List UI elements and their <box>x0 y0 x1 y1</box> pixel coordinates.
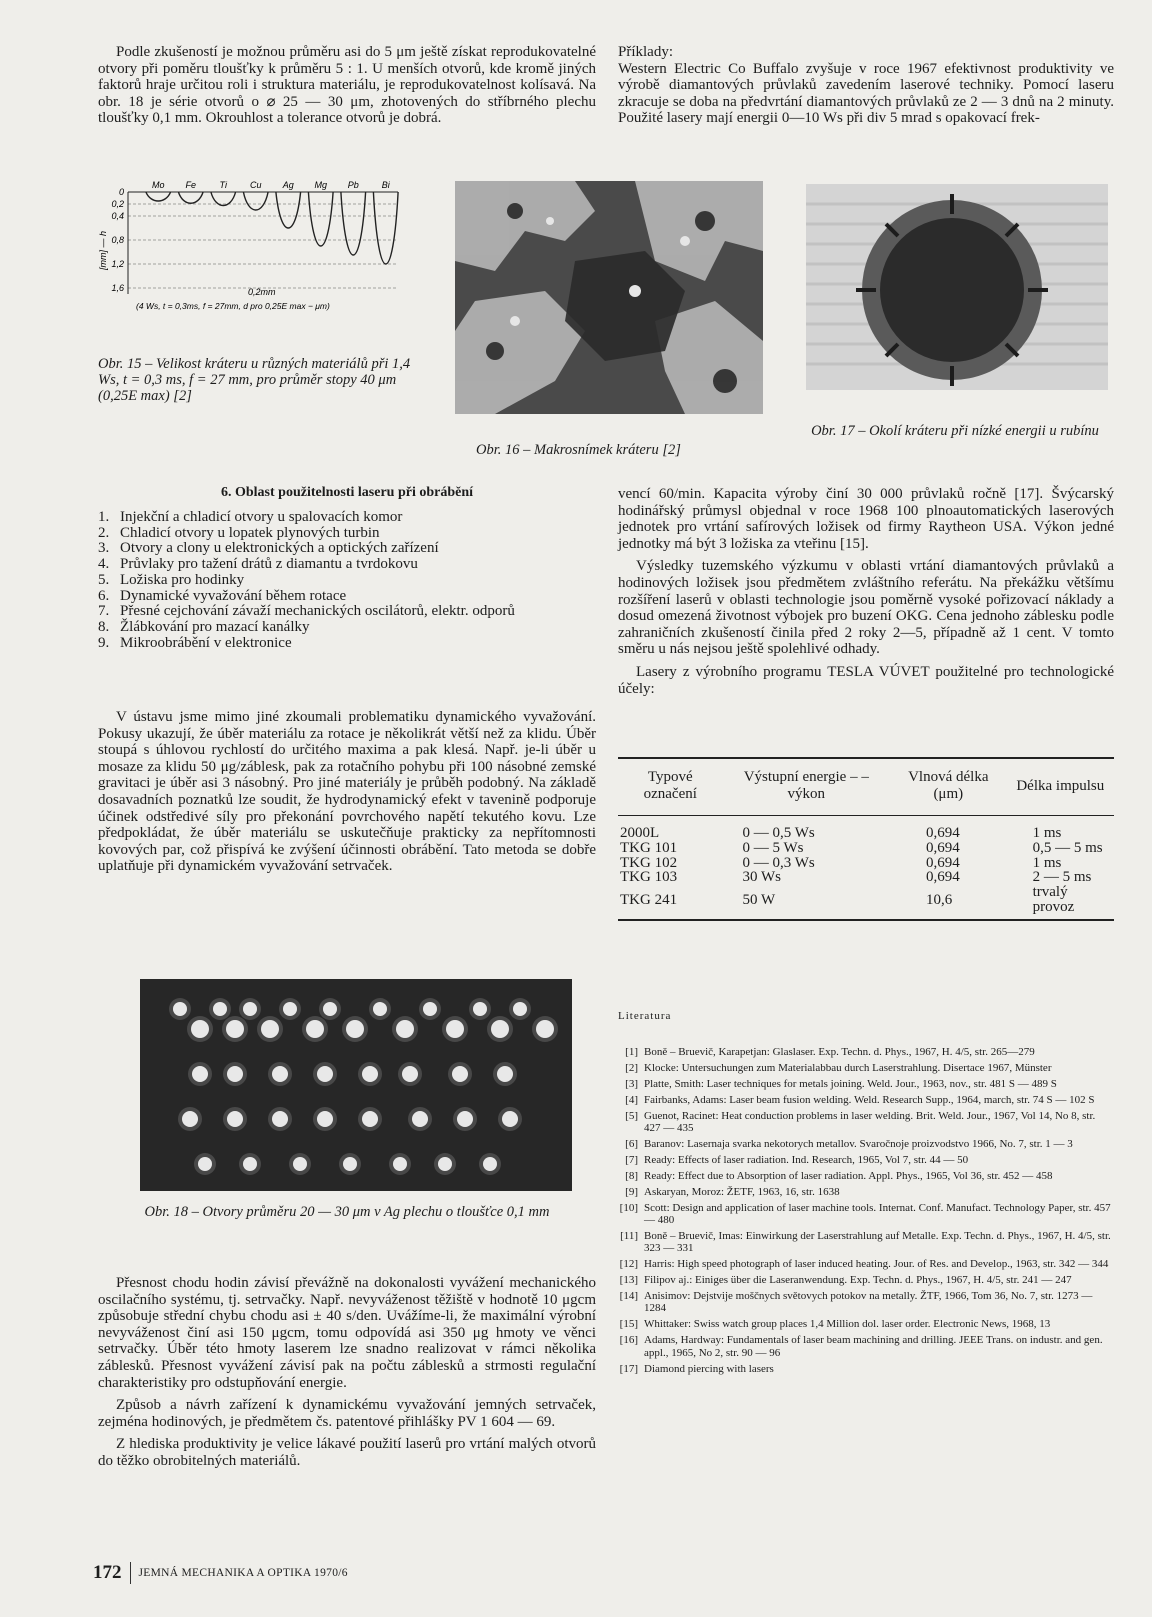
reference-item <box>612 1154 1112 1166</box>
reference-text: Whittaker: Swiss watch group places 1,4 Million dol. laser order. Electronic News, 1968, 13 <box>644 1318 1051 1331</box>
tick-label: 0,8 <box>111 235 124 245</box>
reference-item <box>612 1046 1112 1058</box>
hole <box>457 1111 473 1127</box>
literature-heading: Literatura <box>618 1010 672 1022</box>
tick-label: 1,2 <box>111 259 124 269</box>
reference-item <box>612 1170 1112 1182</box>
reference-text: Filipov aj.: Einiges über die Laseranwendung. Exp. Techn. d. Phys., 1967, H. 4/5, str. 241 — 247 <box>644 1274 1072 1287</box>
reference-text: Fairbanks, Adams: Laser beam fusion welding. Weld. Research Supp., 1964, march, str. 74 S — 102 S <box>644 1093 1095 1106</box>
hole <box>343 1157 357 1171</box>
metal-label: Fe <box>185 180 197 190</box>
reference-item <box>612 1318 1112 1330</box>
reference-item <box>612 1274 1112 1286</box>
reference-number: [7] <box>625 1153 638 1166</box>
hole <box>243 1002 257 1016</box>
reference-number: [11] <box>620 1229 638 1242</box>
reference-text: Boně – Bruevič, Karapetjan: Glaslaser. Exp. Techn. d. Phys., 1967, H. 4/5, str. 265—279 <box>644 1046 1035 1058</box>
hole <box>402 1066 418 1082</box>
tick-label: 0 <box>118 187 124 197</box>
reference-number: [10] <box>619 1201 638 1214</box>
reference-text: Harris: High speed photograph of laser induced heating. Jour. of Res. and Develop., 1963, str. 342 — 344 <box>644 1258 1109 1271</box>
list-text: Přesné cejchování závaží mechanických oscilátorů, elektr. odporů <box>120 603 515 620</box>
table-cell: TKG 101 <box>620 839 678 856</box>
list-number: 2. <box>98 524 110 541</box>
crater-profile <box>276 192 301 228</box>
hole <box>227 1111 243 1127</box>
hole <box>317 1111 333 1127</box>
table-cell: 2000L <box>620 825 660 841</box>
list-item <box>98 510 596 526</box>
reference-item <box>612 1110 1112 1135</box>
hole <box>362 1066 378 1082</box>
crater-profile <box>373 192 398 264</box>
table-cell: 30 Ws <box>742 869 782 886</box>
figure-16-photo <box>455 181 763 414</box>
list-number: 6. <box>98 587 110 604</box>
right-column-text <box>618 486 1114 697</box>
hole <box>423 1002 437 1016</box>
table-cell: 0 — 5 Ws <box>742 839 804 856</box>
table-cell: 0,5 — 5 ms <box>1032 839 1103 856</box>
hole <box>362 1111 378 1127</box>
table-cell: 2 — 5 ms <box>1032 869 1092 886</box>
reference-text: Askaryan, Moroz: ŽETF, 1963, 16, str. 1638 <box>644 1185 840 1198</box>
hole <box>306 1020 324 1038</box>
paragraph: Přesnost chodu hodin závisí převážně na dokonalosti vyvážení mechanického oscilačního systému, tj. setrvačky. Např. nevyváženost těžiště v hodnotě 10 μgcm způsobuje střední chybu chodu asi ± 40 s/den. Uvážíme-li, že maximální výrobní nevyváženost činí asi 150 μgcm, tomu odpovídá asi 350 μg hmoty ve věnci setrvačky. Úběr této hmoty laserem lze snadno realizovat v rámci několika záblesků. Přesnost vyvážení závisí pak na počtu záblesků a strmosti regulační charakteristiky pro odstupňování energie. <box>98 1275 596 1391</box>
list-text: Injekční a chladicí otvory u spalovacích komor <box>120 509 403 525</box>
reference-number: [3] <box>625 1077 638 1090</box>
application-list <box>98 510 596 651</box>
hole <box>396 1020 414 1038</box>
table-cell: TKG 241 <box>620 891 678 908</box>
hole <box>393 1157 407 1171</box>
tick-label: 0,2 <box>111 199 124 209</box>
reference-number: [14] <box>619 1290 638 1302</box>
dynamic-balancing-paragraph: V ústavu jsme mimo jiné zkoumali problematiku dynamického vyvažování. Pokusy ukazují, že úběr materiálu za rotace je několikrát větší než za klidu. Úběr stoupá s úhlovou rychlostí do určitého maxima a pak klesá. Např. je-li úběr u mosaze za klidu 50 μg/záblesk, pak za rotačního pohybu při 100 násobné zemské gravitaci je úběr asi 3 násobný. Pro jiné materiály je průběh podobný. Na základě dosavadních poznatků lze soudit, že hydrodynamický efekt v tavenině podporuje účinek odstředivé síly pro překonání povrchového napětí tekutého kovu. Lze předpokládat, že úběr materiálu se uskutečňuje prakticky za nepřítomnosti kovových par, což přispívá ke zvýšení účinnosti obrábění. Tato metoda se dobře uplatňuje při dynamickém vyvažování setrvaček. <box>98 709 596 875</box>
reference-number: [8] <box>625 1169 638 1182</box>
hole <box>513 1002 527 1016</box>
hole <box>502 1111 518 1127</box>
reference-text: Anisimov: Dejstvije moščnych světovych potokov na metally. ŽTF, 1966, Tom 36, No. 7, str. 1273 — 1284 <box>644 1290 1093 1315</box>
list-text: Otvory a clony u elektronických a optických zařízení <box>120 540 439 557</box>
paragraph: Způsob a návrh zařízení k dynamickému vyvažování jemných setrvaček, zejména hodinových, je předmětem čs. patentové přihlášky PV 1 604 — 69. <box>98 1397 596 1430</box>
list-text: Ložiska pro hodinky <box>120 571 245 588</box>
figure-15-graph <box>98 178 428 328</box>
figure-16-caption: Obr. 16 – Makrosnímek kráteru [2] <box>476 442 681 458</box>
hole <box>182 1111 198 1127</box>
table-cell: 0,694 <box>925 854 960 871</box>
hole <box>173 1002 187 1016</box>
page-footer <box>93 1562 348 1584</box>
hole <box>373 1002 387 1016</box>
ruby-crater-image <box>806 184 1108 390</box>
reference-number: [13] <box>619 1274 638 1287</box>
hole <box>192 1066 208 1082</box>
table-header: Délka impulsu <box>1016 777 1105 794</box>
list-number: 7. <box>98 603 110 620</box>
list-text: Průvlaky pro tažení drátů z diamantu a tvrdokovu <box>120 556 418 573</box>
scale-label: 0,2mm <box>248 287 276 298</box>
reference-number: [17] <box>619 1362 638 1375</box>
metal-label: Mo <box>151 180 165 190</box>
hole <box>438 1157 452 1171</box>
laser-table <box>618 759 1114 915</box>
hole <box>473 1002 487 1016</box>
table-header: Vlnová délka (μm) <box>908 769 989 802</box>
hole <box>191 1020 209 1038</box>
reference-item <box>612 1202 1112 1227</box>
table-row <box>618 841 1114 856</box>
table-row <box>618 856 1114 871</box>
metal-label: Ag <box>282 180 294 190</box>
reference-number: [15] <box>619 1318 638 1331</box>
reference-text: Baranov: Lasernaja svarka nekotorych metallov. Svaročnoje proizvodstvo 1966, No. 7, str. 1 — 3 <box>644 1137 1073 1150</box>
page-number: 172 <box>93 1562 131 1584</box>
metal-label: Bi <box>381 180 390 190</box>
reference-item <box>612 1062 1112 1074</box>
reference-item <box>612 1334 1112 1359</box>
hole <box>293 1157 307 1171</box>
figure-17-photo <box>806 184 1108 390</box>
table-cell: 1 ms <box>1032 854 1062 871</box>
list-text: Žlábkování pro mazací kanálky <box>120 618 310 635</box>
reference-text: Boně – Bruevič, Imas: Einwirkung der Laserstrahlung auf Metalle. Exp. Techn. d. Phys., 1967, H. 4/5, str. 323 — 331 <box>644 1229 1111 1255</box>
metal-label: Cu <box>249 180 262 190</box>
table-cell: TKG 103 <box>620 869 678 886</box>
hole <box>272 1111 288 1127</box>
table-cell: 0,694 <box>925 869 960 886</box>
figure-15-caption: Obr. 15 – Velikost kráteru u různých materiálů při 1,4 Ws, t = 0,3 ms, f = 27 mm, pro průměr stopy 40 μm (0,25E max) [2] <box>98 356 411 404</box>
table-cell: 1 ms <box>1032 825 1062 841</box>
reference-text: Diamond piercing with lasers <box>644 1362 774 1375</box>
crater-profile <box>211 192 236 206</box>
metal-label: Mg <box>314 180 328 190</box>
paragraph: vencí 60/min. Kapacita výroby činí 30 000 průvlaků ročně [17]. Švýcarský hodinářský průmysl objednal v roce 1968 100 plnoautomatických laserových jednotek pro vrtání safírových ložisek od firmy Raytheon USA. Výkon jedné jednotky má být 3 ložiska za vteřinu [15]. <box>618 486 1114 552</box>
reference-item <box>612 1138 1112 1150</box>
hole <box>317 1066 333 1082</box>
reference-item <box>612 1230 1112 1255</box>
table-header: Výstupní energie – – výkon <box>743 769 869 802</box>
hole <box>346 1020 364 1038</box>
table-row <box>618 816 1114 841</box>
list-item <box>98 604 596 620</box>
y-axis-label: [mm] — h <box>98 230 108 270</box>
paragraph: Lasery z výrobního programu TESLA VÚVET použitelné pro technologické účely: <box>618 663 1114 697</box>
journal-name: JEMNÁ MECHANIKA A OPTIKA 1970/6 <box>138 1567 348 1579</box>
reference-text: Ready: Effect due to Absorption of laser radiation. Appl. Phys., 1965, Vol 36, str. 452 — 458 <box>644 1169 1053 1182</box>
reference-number: [12] <box>619 1258 638 1271</box>
reference-text: Platte, Smith: Laser techniques for metals joining. Weld. Jour., 1963, nov., str. 481 S — 489 S <box>644 1077 1057 1090</box>
hole <box>261 1020 279 1038</box>
reference-text: Klocke: Untersuchungen zum Materialabbau durch Laserstrahlung. Disertace 1967, Münster <box>644 1061 1052 1074</box>
watch-precision-text <box>98 1275 596 1470</box>
hole <box>198 1157 212 1171</box>
list-text: Chladicí otvory u lopatek plynových turbin <box>120 524 380 541</box>
crater-profile <box>243 192 268 210</box>
reference-item <box>612 1078 1112 1090</box>
reference-number: [6] <box>625 1137 638 1150</box>
metal-label: Pb <box>347 180 359 190</box>
hole <box>497 1066 513 1082</box>
crater-profile <box>178 192 203 203</box>
crater-macro-image <box>455 181 763 414</box>
reference-number: [2] <box>625 1061 638 1074</box>
examples-block <box>618 44 1114 127</box>
hole <box>452 1066 468 1082</box>
hole <box>483 1157 497 1171</box>
intro-paragraph: Podle zkušeností je možnou průměru asi do 5 μm ještě získat reprodukovatelné otvory při poměru tloušťky k průměru 5 : 1. U menších otvorů, kde kromě jiných faktorů hraje určitou roli i struktura materiálu, je reprodukovatelnost kolísavá. Na obr. 18 je série otvorů o ⌀ 25 — 30 μm, zhotovených do stříbrného plechu tloušťky 0,1 mm. Okrouhlost a tolerance otvorů je dobrá. <box>98 44 596 127</box>
examples-heading: Příklady: <box>618 44 673 60</box>
tick-label: 0,4 <box>111 211 124 221</box>
reference-item <box>612 1363 1112 1375</box>
list-item <box>98 557 596 573</box>
hole <box>491 1020 509 1038</box>
hole <box>227 1066 243 1082</box>
figure-18-caption: Obr. 18 – Otvory průměru 20 — 30 μm v Ag plechu o tloušťce 0,1 mm <box>144 1204 550 1220</box>
tick-label: 1,6 <box>111 283 124 293</box>
reference-text: Guenot, Racinet: Heat conduction problems in laser welding. Brit. Weld. Jour., 1967, Vol 14, No 8, str. 427 — 435 <box>644 1109 1096 1135</box>
reference-text: Adams, Hardway: Fundamentals of laser beam machining and drilling. JEEE Trans. on industr. and gen. appl., 1965, No 2, str. 90 — 96 <box>644 1334 1103 1359</box>
hole <box>412 1111 428 1127</box>
list-item <box>98 573 596 589</box>
list-text: Dynamické vyvažování během rotace <box>120 587 347 604</box>
crater-profile <box>341 192 366 255</box>
holes-image <box>140 979 572 1191</box>
table-cell: 0,694 <box>925 825 960 841</box>
table-cell: 50 W <box>742 891 776 908</box>
hole <box>446 1020 464 1038</box>
list-item <box>98 526 596 542</box>
parameter-label: (4 Ws, t = 0,3ms, f = 27mm, d pro 0,25E max − μm) <box>136 301 330 311</box>
table-cell: 10,6 <box>925 891 953 908</box>
list-item <box>98 620 596 636</box>
table-row <box>618 885 1114 915</box>
examples-paragraph: Western Electric Co Buffalo zvyšuje v roce 1967 efektivnost produktivity ve výrobě diamantových průvlaků zavedením laserové techniky. Pomocí laseru zkracuje se doba na předvrtání diamantových průvlaků ze 2 — 3 dnů na 2 minuty. Použité lasery mají energii 0—10 Ws při div 5 mrad s opakovací frek- <box>618 60 1114 127</box>
table-row <box>618 870 1114 885</box>
reference-item <box>612 1258 1112 1270</box>
reference-text: Scott: Design and application of laser machine tools. Internat. Conf. Manufact. Technology Paper, str. 457 — 480 <box>644 1201 1111 1226</box>
table-cell: 0 — 0,5 Ws <box>742 825 815 841</box>
table-cell: 0,694 <box>925 839 960 856</box>
reference-text: Ready: Effects of laser radiation. Ind. Research, 1965, Vol 7, str. 44 — 50 <box>644 1153 969 1166</box>
paragraph: Výsledky tuzemského výzkumu v oblasti vrtání diamantových průvlaků a hodinových ložisek jsou předmětem zvláštního referátu. Na překážku většímu rozšíření laserů v oblasti technologie jsou poměrně vysoké pořizovací náklady a dosud omezená životnost výbojek pro buzení OKG. Cena jednoho záblesku podle zahraničních zkušeností činila před 2 roky 2—5, případně až 1 cent. V tomto směru u nás nejsou ještě spolehlivé odhady. <box>618 558 1114 658</box>
list-text: Mikroobrábění v elektronice <box>120 634 292 651</box>
hole <box>323 1002 337 1016</box>
figure-18-photo <box>140 979 572 1191</box>
list-number: 5. <box>98 571 110 588</box>
list-number: 9. <box>98 634 110 651</box>
crater-depth-plot <box>98 178 428 328</box>
list-number: 8. <box>98 618 110 635</box>
list-number: 1. <box>98 509 110 525</box>
hole <box>272 1066 288 1082</box>
table-header: Typové označení <box>643 769 697 802</box>
reference-item <box>612 1186 1112 1198</box>
list-number: 3. <box>98 540 110 557</box>
list-item <box>98 589 596 605</box>
list-number: 4. <box>98 556 110 573</box>
hole <box>243 1157 257 1171</box>
reference-number: [5] <box>625 1109 638 1122</box>
reference-item <box>612 1094 1112 1106</box>
reference-number: [16] <box>619 1334 638 1347</box>
table-cell: trvalý provoz <box>1032 884 1075 915</box>
reference-list <box>612 1046 1112 1378</box>
hole <box>283 1002 297 1016</box>
metal-label: Ti <box>219 180 227 190</box>
crater-profile <box>146 192 171 201</box>
paragraph: Z hlediska produktivity je velice lákavé použití laserů pro vrtání malých otvorů do těžko obrobitelných materiálů. <box>98 1436 596 1469</box>
reference-number: [4] <box>625 1093 638 1106</box>
reference-item <box>612 1290 1112 1315</box>
table-cell: TKG 102 <box>620 854 678 871</box>
list-item <box>98 541 596 557</box>
table-cell: 0 — 0,3 Ws <box>742 854 815 871</box>
hole <box>226 1020 244 1038</box>
reference-number: [9] <box>625 1185 638 1198</box>
reference-number: [1] <box>625 1046 638 1058</box>
crater-profile <box>308 192 333 246</box>
section-heading: 6. Oblast použitelnosti laseru při obrábění <box>220 485 474 500</box>
hole <box>213 1002 227 1016</box>
hole <box>536 1020 554 1038</box>
figure-17-caption: Obr. 17 – Okolí kráteru při nízké energii u rubínu <box>811 423 1099 439</box>
list-item <box>98 636 596 652</box>
laser-table-wrap <box>618 757 1114 921</box>
